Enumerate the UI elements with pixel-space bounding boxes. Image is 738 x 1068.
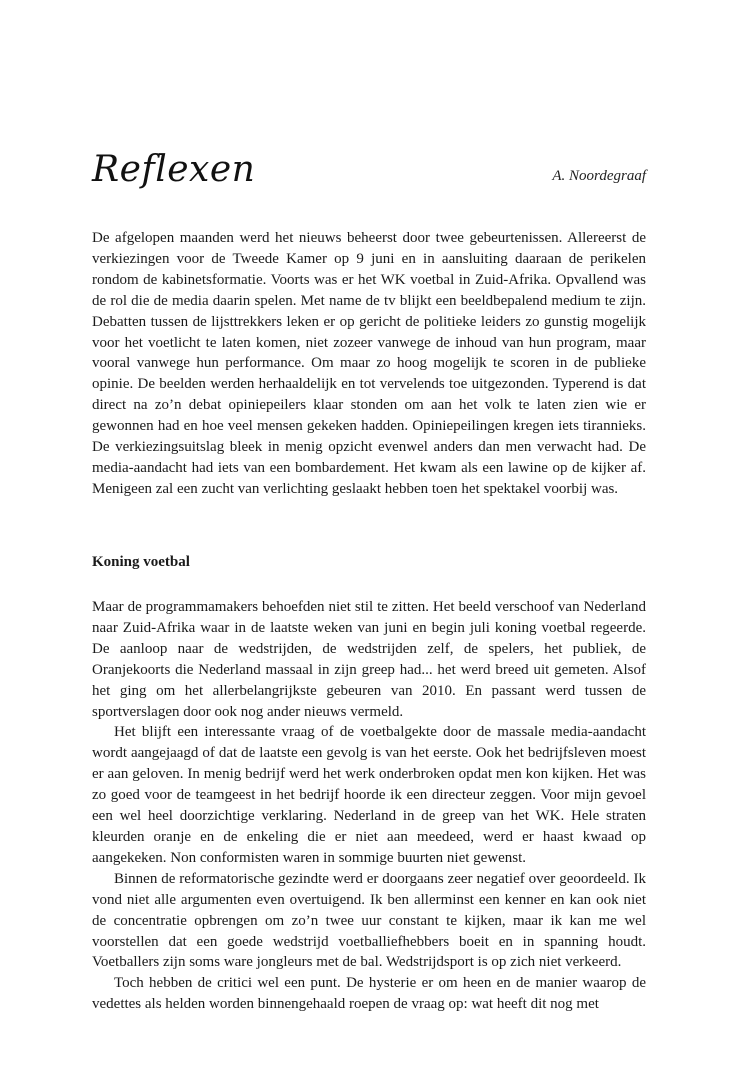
section-heading: Koning voetbal bbox=[92, 554, 190, 570]
body-paragraph-4: Toch hebben de critici wel een punt. De hysterie er om heen en de manier waarop de vedettes als helden worden binnengehaald roepen de vraag op: wat heeft dit nog met bbox=[92, 975, 646, 1013]
body-paragraph-2: Het blijft een interessante vraag of de voetbalgekte door de massale media-aandacht wordt aangejaagd of dat de laatste een gevolg is van het eerste. Ook het bedrijfsleven moest er aan geloven. In menig bedrijf werd het werk onderbroken opdat men kon kijken. Het was zo goed voor de teamgeest in het bedrijf hoorde ik een directeur zeggen. Voor mijn gevoel een wel heel doorzichtige verklaring. Nederland in de greep van het WK. Hele straten kleurden oranje en de enkeling die er niet aan meedeed, werd er haast kwaad op aangekeken. Non conformisten waren in sommige buurten niet gewenst. bbox=[92, 724, 646, 866]
article-author: A. Noordegraaf bbox=[552, 168, 646, 184]
intro-text-block bbox=[92, 228, 646, 500]
section-text-block bbox=[92, 597, 646, 1015]
article-title: Reflexen bbox=[92, 149, 256, 190]
body-paragraph-3: Binnen de reformatorische gezindte werd er doorgaans zeer negatief over geoordeeld. Ik vond niet alle argumenten even overtuigend. Ik ben allerminst een kenner en kan ook niet de concentratie opbrengen om zo’n twee uur constant te kijken, maar ik kan me wel voorstellen dat een goede wedstrijd voetballiefhebbers boeit en in spanning houdt. Voetballers zijn soms ware jongleurs met de bal. Wedstrijdsport is op zich niet verkeerd. bbox=[92, 870, 646, 971]
body-paragraph-1: Maar de programmamakers behoefden niet stil te zitten. Het beeld verschoof van Nederland naar Zuid-Afrika waar in de laatste weken van juni en begin juli koning voetbal regeerde. De aanloop naar de wedstrijden, de wedstrijden zelf, de spelers, het publiek, de Oranjekoorts die Nederland massaal in zijn greep had... het werd breed uit gemeten. Alsof het ging om het allerbelangrijkste gebeuren van 2010. En passant werd tussen de sportverslagen door ook nog ander nieuws vermeld. bbox=[92, 599, 646, 720]
intro-paragraph: De afgelopen maanden werd het nieuws beheerst door twee gebeurtenissen. Allereerst de verkiezingen voor de Tweede Kamer op 9 juni en in aansluiting daaraan de perikelen rondom de kabinetsformatie. Voorts was er het WK voetbal in Zuid-Afrika. Opvallend was de rol die de media daarin spelen. Met name de tv blijkt een beeldbepalend medium te zijn. Debatten tussen de lijsttrekkers leken er op gericht de politieke leiders zo gunstig mogelijk voor het voetlicht te laten komen, niet zozeer vanwege de inhoud van hun program, maar vooral vanwege hun performance. Om maar zo hoog mogelijk te scoren in de publieke opinie. De beelden werden herhaaldelijk en tot vervelends toe uitgezonden. Typerend is dat direct na zo’n debat opiniepeilers klaar stonden om aan het volk te laten zien wie er gewonnen had en hoe veel mensen gekeken hadden. Opiniepeilingen kregen iets tirannieks. De verkiezingsuitslag bleek in menig opzicht evenwel anders dan men verwacht had. De media-aandacht had iets van een bombardement. Het kwam als een lawine op de kijker af. Menigeen zal een zucht van verlichting geslaakt hebben toen het spektakel voorbij was. bbox=[92, 230, 646, 497]
